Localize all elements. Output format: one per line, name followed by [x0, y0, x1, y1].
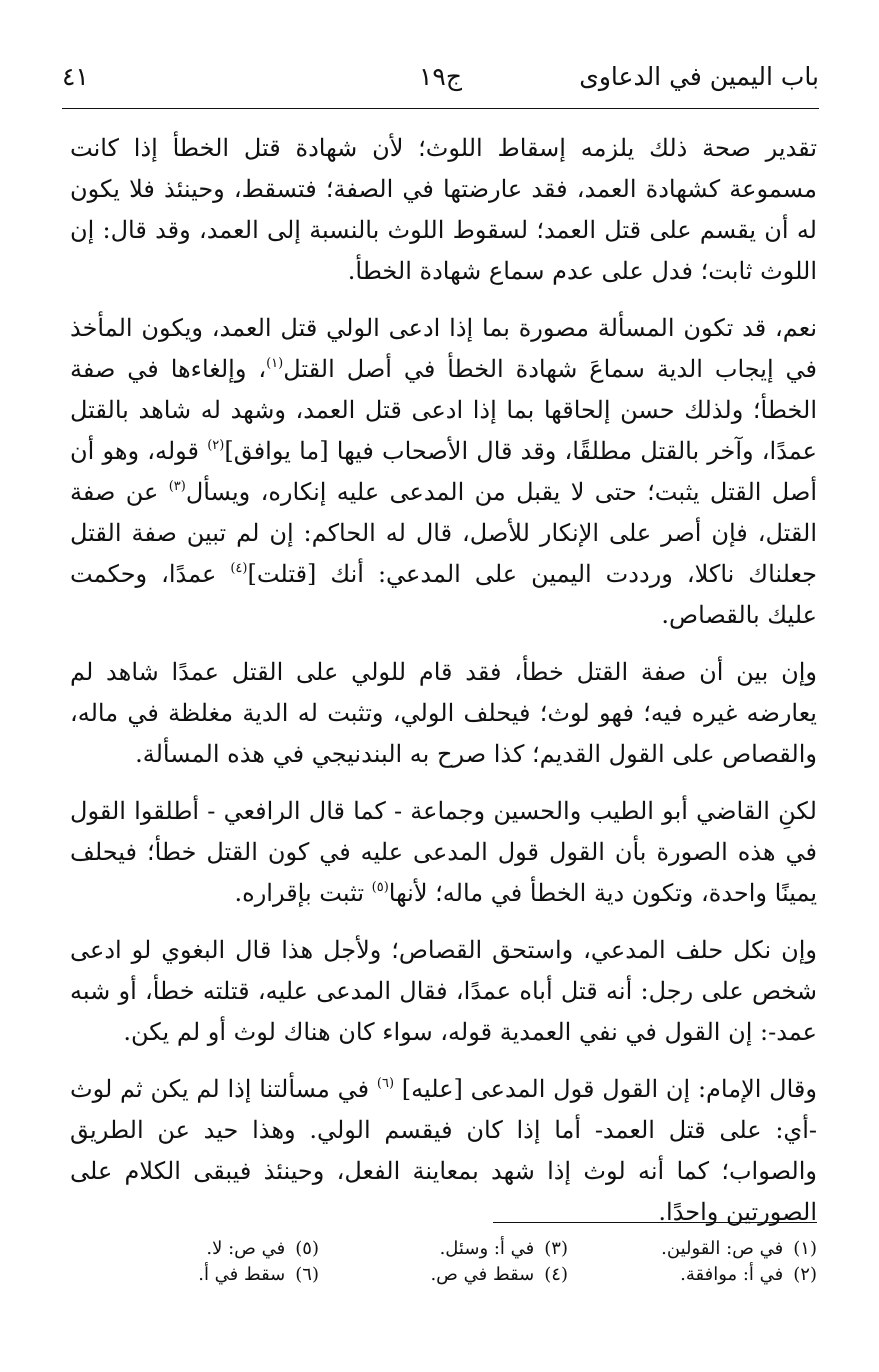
footnote-ref: (٣) — [168, 479, 186, 494]
paragraph-text: تقدير صحة ذلك يلزمه إسقاط اللوث؛ لأن شهادة قتل الخطأ إذا كانت مسموعة كشهادة العمد، فقد عارضتها في الصفة؛ فتسقط، وحينئذ فلا يكون له أن يقسم على قتل العمد؛ لسقوط اللوث بالنسبة إلى العمد، وقد قال: إن اللوث ثابت؛ فدل على عدم سماع شهادة الخطأ. — [70, 134, 817, 285]
footnote-number: (٢) — [793, 1264, 817, 1285]
footnote-number: (٤) — [544, 1264, 568, 1285]
paragraph — [70, 308, 817, 636]
footnote-ref: (٢) — [207, 438, 225, 453]
paragraph — [70, 652, 817, 775]
footnote-text: في ص: القولين. — [661, 1238, 784, 1259]
footnote-text: في أ: موافقة. — [680, 1264, 784, 1285]
footnote-number: (٣) — [544, 1238, 568, 1259]
paragraph-text: عمدًا، وحكمت عليك بالقصاص. — [70, 560, 817, 629]
paragraph-text: قوله، وهو أن أصل القتل يثبت؛ حتى لا يقبل من المدعى عليه إنكاره، ويسأل — [70, 437, 818, 506]
paragraph-text: نعم، قد تكون المسألة مصورة بما إذا ادعى الولي قتل العمد، ويكون المأخذ في إيجاب الدية سماعَ شهادة الخطأ في أصل القتل — [70, 314, 818, 383]
chapter-title: باب اليمين في الدعاوى — [579, 62, 819, 91]
footnote-item — [319, 1262, 568, 1288]
footnote-ref: (٦) — [376, 1076, 395, 1091]
footnote-item — [568, 1262, 817, 1288]
header-divider — [62, 108, 819, 109]
footnotes — [70, 1236, 817, 1288]
footnote-ref: (٥) — [371, 880, 389, 895]
footnote-ref: (٤) — [230, 561, 248, 576]
footnote-ref: (١) — [266, 356, 284, 371]
footnote-row — [70, 1262, 817, 1288]
paragraph — [70, 128, 817, 292]
paragraph-text: وإن نكل حلف المدعي، واستحق القصاص؛ ولأجل هذا قال البغوي لو ادعى شخص على رجل: أنه قتل أباه عمدًا، فقال المدعى عليه، قتلته خطأ، أو شبه عمد-: إن القول في نفي العمدية قوله، سواء كان هناك لوث أو لم يكن. — [70, 936, 817, 1046]
paragraph — [70, 1069, 817, 1233]
paragraph-text: وقال الإمام: إن القول قول المدعى [عليه] — [394, 1075, 817, 1103]
footnote-item — [70, 1262, 319, 1288]
paragraph — [70, 791, 817, 914]
running-header — [62, 62, 819, 102]
footnote-number: (٥) — [295, 1238, 319, 1259]
footnote-text: في أ: وسئل. — [439, 1238, 535, 1259]
paragraph-text: وإن بين أن صفة القتل خطأ، فقد قام للولي على القتل عمدًا شاهد لم يعارضه غيره فيه؛ فهو لوث؛ فيحلف الولي، وتثبت له الدية مغلظة في ماله، والقصاص على القول القديم؛ كذا صرح به البندنيجي في هذه المسألة. — [70, 658, 818, 768]
paragraph-text: عن صفة القتل، فإن أصر على الإنكار للأصل، قال له الحاكم: إن لم تبين صفة القتل جعلناك ناكلا، ورددت اليمين على المدعي: أنك [قتلت] — [70, 478, 817, 588]
page-number: ٤١ — [62, 62, 89, 91]
footnote-item — [568, 1236, 817, 1262]
main-text — [70, 128, 817, 1249]
volume-label: ج١٩ — [419, 62, 462, 91]
footnote-row — [70, 1236, 817, 1262]
footnote-text: في ص: لا. — [206, 1238, 286, 1259]
footnote-divider — [493, 1222, 817, 1223]
footnote-number: (١) — [793, 1238, 817, 1259]
paragraph — [70, 930, 817, 1053]
paragraph-text: تثبت بإقراره. — [234, 879, 372, 907]
footnote-text: سقط في ص. — [430, 1264, 535, 1285]
footnote-item — [319, 1236, 568, 1262]
footnote-item — [70, 1236, 319, 1262]
footnote-text: سقط في أ. — [198, 1264, 286, 1285]
paragraph-text: في مسألتنا إذا لم يكن ثم لوث -أي: على قتل العمد- أما إذا كان فيقسم الولي. وهذا حيد عن الطريق والصواب؛ كما أنه لوث إذا شهد بمعاينة الفعل، وحينئذ فيبقى الكلام على الصورتين واحدًا. — [70, 1075, 818, 1226]
paragraph-text: لكنِ القاضي أبو الطيب والحسين وجماعة - كما قال الرافعي - أطلقوا القول في هذه الصورة بأن القول قول المدعى عليه في كون القتل خطأ؛ فيحلف يمينًا واحدة، وتكون دية الخطأ في ماله؛ لأنها — [70, 797, 817, 907]
footnote-number: (٦) — [295, 1264, 319, 1285]
paragraph-text: ، وإلغاءها في صفة الخطأ؛ ولذلك حسن إلحاقها بما إذا ادعى قتل العمد، وشهد له شاهد بالقتل عمدًا، وآخر بالقتل مطلقًا، وقد قال الأصحاب فيها [ما يوافق] — [70, 355, 817, 465]
